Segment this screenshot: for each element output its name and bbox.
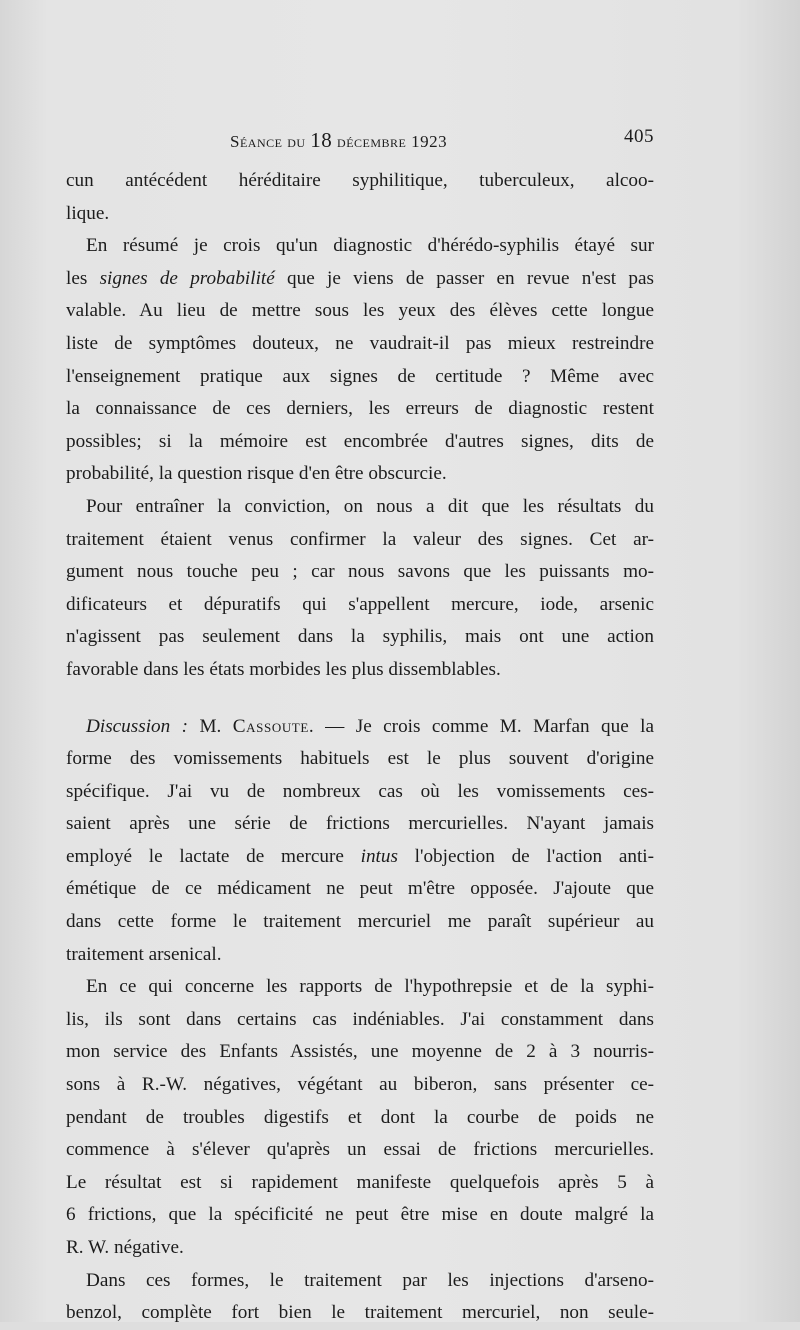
text-line: sons à R.-W. négatives, végétant au biberon, sans présenter ce-: [66, 1074, 654, 1096]
speaker-name: Cassoute: [232, 715, 309, 737]
body-text: [66, 165, 654, 1330]
paragraph: [66, 971, 654, 1264]
section-gap: [66, 687, 654, 711]
paragraph: [66, 491, 654, 687]
italic-phrase: signes de probabilité: [99, 267, 275, 289]
text-line: lis, ils sont dans certains cas indéniables. J'ai constamment dans: [66, 1008, 654, 1030]
running-title-suffix: décembre 1923: [332, 132, 448, 151]
paragraph: [66, 230, 654, 491]
text-line: R. W. négative.: [66, 1237, 184, 1258]
paragraph: [66, 1265, 654, 1330]
text-line: dans cette forme le traitement mercuriel me paraît supérieur au: [66, 911, 654, 933]
text-line: En résumé je crois qu'un diagnostic d'hérédo-syphilis étayé sur: [86, 235, 654, 257]
text-line: les signes de probabilité que je viens de passer en revue n'est pas: [66, 267, 654, 289]
italic-phrase: intus: [360, 845, 398, 867]
text-line: Pour entraîner la conviction, on nous a dit que les résultats du: [86, 495, 654, 517]
text-line: l'enseignement pratique aux signes de certitude ? Même avec: [66, 365, 654, 387]
text-line: saient après une série de frictions mercurielles. N'ayant jamais: [66, 813, 654, 835]
text-line: émétique de ce médicament ne peut m'être opposée. J'ajoute que: [66, 878, 654, 900]
running-title: [230, 128, 447, 153]
italic-phrase: Discussion :: [86, 715, 189, 737]
paragraph: [66, 711, 654, 972]
running-title-prefix: Séance du: [230, 132, 311, 151]
text-line: dificateurs et dépuratifs qui s'appellent mercure, iode, arsenic: [66, 593, 654, 615]
text-line: possibles; si la mémoire est encombrée d'autres signes, dits de: [66, 430, 654, 452]
text-line: favorable dans les états morbides les plus dissemblables.: [66, 658, 501, 680]
text-line: lique.: [66, 202, 110, 224]
running-title-day: 18: [310, 128, 333, 152]
page-number: 405: [624, 126, 654, 147]
text-line: la connaissance de ces derniers, les erreurs de diagnostic restent: [66, 398, 654, 420]
text-line: En ce qui concerne les rapports de l'hypothrepsie et de la syphi-: [86, 976, 654, 998]
text-line: Discussion : M. Cassoute. — Je crois comme M. Marfan que la: [86, 715, 654, 737]
text-line: n'agissent pas seulement dans la syphilis, mais ont une action: [66, 626, 654, 648]
text-line: pendant de troubles digestifs et dont la courbe de poids ne: [66, 1106, 654, 1128]
text-line: gument nous touche peu ; car nous savons que les puissants mo-: [66, 561, 654, 583]
text-line: Le résultat est si rapidement manifeste quelquefois après 5 à: [66, 1171, 654, 1193]
running-header: [66, 124, 654, 154]
text-line: mon service des Enfants Assistés, une moyenne de 2 à 3 nourris-: [66, 1041, 654, 1063]
text-line: spécifique. J'ai vu de nombreux cas où les vomissements ces-: [66, 780, 654, 802]
text-line: forme des vomissements habituels est le plus souvent d'origine: [66, 748, 654, 770]
text-line: cun antécédent héréditaire syphilitique, tuberculeux, alcoo-: [66, 170, 654, 191]
text-line: 6 frictions, que la spécificité ne peut être mise en doute malgré la: [66, 1204, 654, 1226]
text-line: commence à s'élever qu'après un essai de frictions mercurielles.: [66, 1139, 654, 1161]
text-line: traitement arsenical.: [66, 943, 222, 965]
text-line: employé le lactate de mercure intus l'objection de l'action anti-: [66, 845, 654, 867]
text-line: traitement étaient venus confirmer la valeur des signes. Cet ar-: [66, 528, 654, 550]
text-line: valable. Au lieu de mettre sous les yeux des élèves cette longue: [66, 300, 654, 322]
text-line: probabilité, la question risque d'en être obscurcie.: [66, 463, 447, 485]
paragraph: [66, 165, 654, 230]
text-line: liste de symptômes douteux, ne vaudrait-il pas mieux restreindre: [66, 332, 654, 354]
text-line: Dans ces formes, le traitement par les injections d'arseno-: [86, 1269, 654, 1291]
text-line: benzol, complète fort bien le traitement mercuriel, non seule-: [66, 1302, 654, 1324]
